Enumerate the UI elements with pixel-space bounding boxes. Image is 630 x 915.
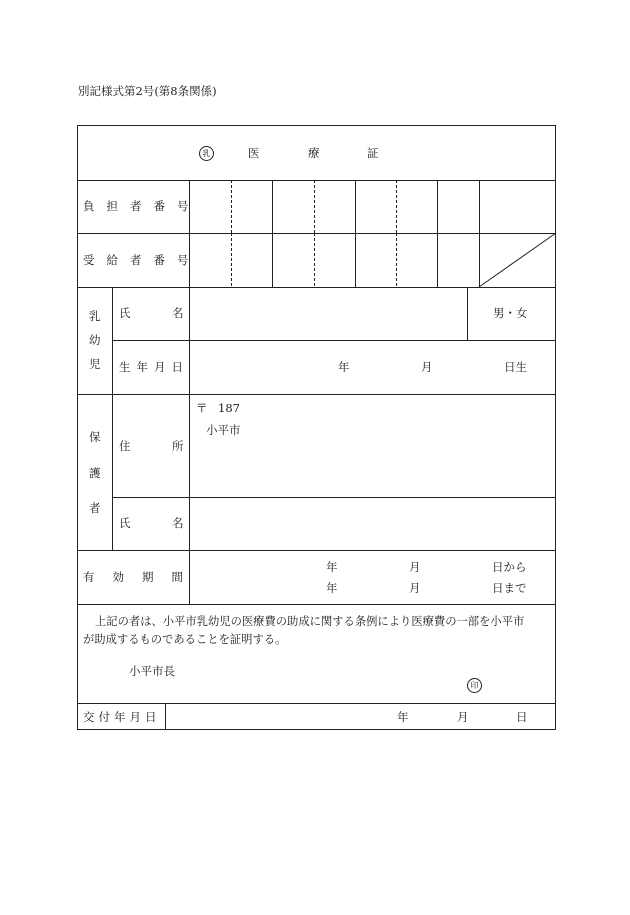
birth-year-unit: 年 [338, 360, 350, 374]
guardian-name-label-2: 名 [172, 516, 184, 530]
postal-mark: 〒 [196, 401, 208, 415]
issue-year-unit: 年 [397, 710, 409, 724]
valid-to-year-unit: 年 [326, 581, 338, 595]
form-number-caption: 別記様式第2号(第8条関係) [78, 84, 217, 98]
valid-from-month-unit: 月 [409, 560, 421, 574]
certification-text-line-1: 上記の者は、小平市乳幼児の医療費の助成に関する条例により医療費の一部を小平市 [95, 615, 525, 628]
validity-label: 有効期間 [83, 570, 201, 584]
valid-from-day-unit: 日から [492, 560, 527, 574]
infant-group-char-1: 乳 [89, 309, 101, 323]
mayor-title: 小平市長 [129, 664, 175, 678]
guardian-group-char-1: 保 [89, 430, 101, 444]
address-label-1: 住 [119, 439, 131, 453]
official-seal-icon: 印 [467, 678, 482, 693]
issue-month-unit: 月 [457, 710, 469, 724]
title-char-2: 療 [308, 146, 320, 160]
postal-code: 187 [218, 401, 240, 415]
infant-name-label-1: 氏 [119, 306, 131, 320]
valid-to-day-unit: 日まで [492, 581, 527, 595]
title-char-1: 医 [248, 146, 260, 160]
infant-name-label-2: 名 [172, 306, 184, 320]
valid-to-month-unit: 月 [409, 581, 421, 595]
birth-day-unit: 日生 [504, 360, 527, 374]
certification-text-line-2: が助成するものであることを証明する。 [83, 633, 287, 646]
issue-day-unit: 日 [516, 710, 528, 724]
issue-date-label: 交付年月日 [83, 710, 161, 724]
birthdate-label: 生年月日 [119, 360, 189, 374]
infant-group-char-2: 幼 [89, 333, 101, 347]
recipient-number-label: 受給者番号 [83, 253, 201, 267]
address-value: 小平市 [206, 423, 241, 437]
guardian-group-char-2: 護 [89, 466, 101, 480]
valid-from-year-unit: 年 [326, 560, 338, 574]
sex-options: 男・女 [493, 306, 528, 320]
title-char-3: 証 [367, 146, 379, 160]
birth-month-unit: 月 [421, 360, 433, 374]
address-label-2: 所 [172, 439, 184, 453]
payer-number-label: 負担者番号 [83, 199, 201, 213]
infant-seal-icon: 乳 [199, 146, 214, 161]
guardian-name-label-1: 氏 [119, 516, 131, 530]
guardian-group-char-3: 者 [89, 501, 101, 515]
infant-group-char-3: 児 [89, 357, 101, 371]
